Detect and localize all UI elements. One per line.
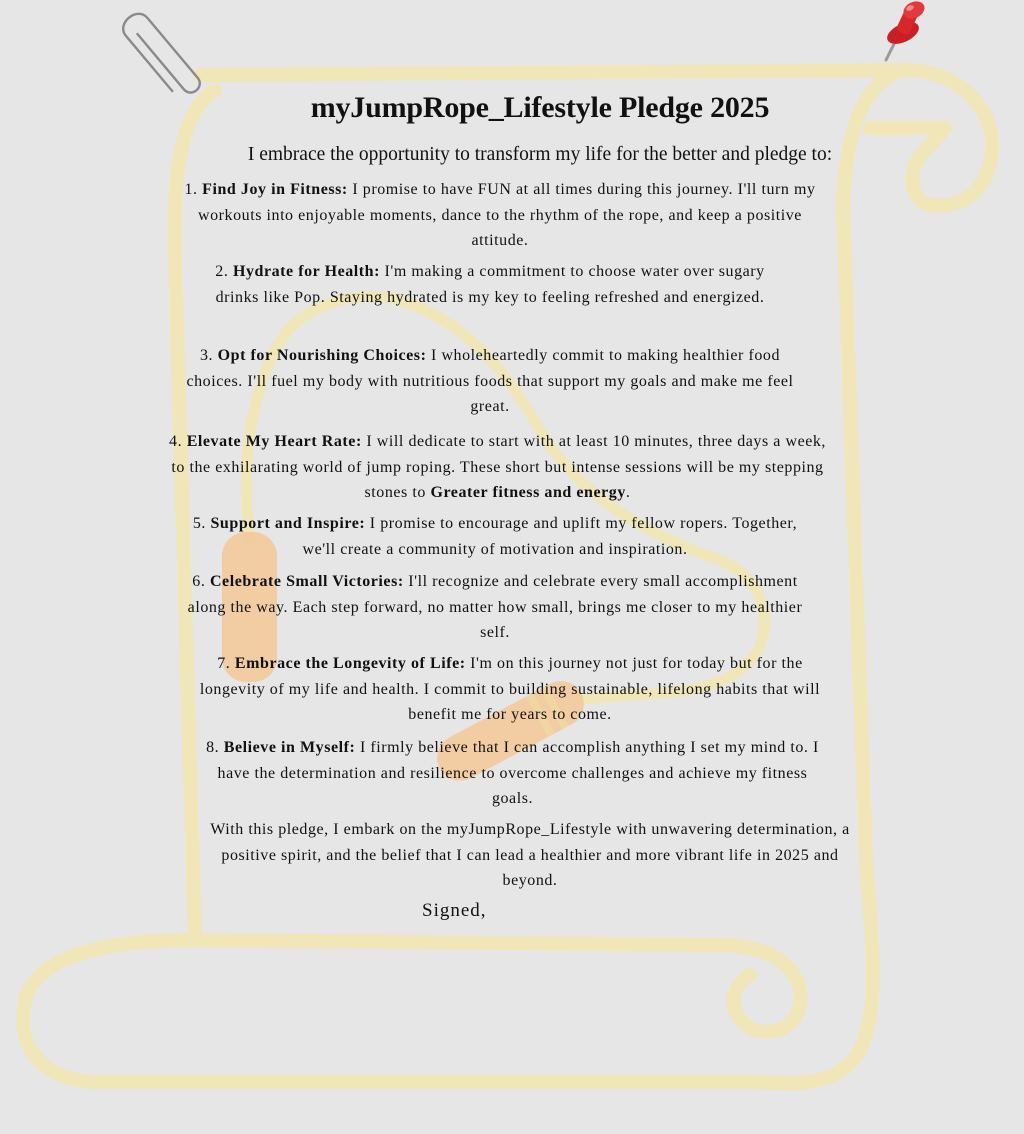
pledge-item-5: 5. Support and Inspire: I promise to encourage and uplift my fellow ropers. Together, we'll create a community of motivation and inspiration. [192, 515, 798, 558]
pledge-heading: Elevate My Heart Rate: [186, 433, 362, 450]
pledge-text: I promise to encourage and uplift my fellow ropers. Together, we'll create a community of motivation and inspiration. [302, 515, 798, 558]
pledge-item-4: 4. Elevate My Heart Rate: I will dedicate to start with at least 10 minutes, three days a week, to the exhilarating world of jump roping. These short but intense sessions will be my stepping stones to Greater fitness and energy. [169, 433, 826, 501]
pledge-item-2: 2. Hydrate for Health: I'm making a commitment to choose water over sugary drinks like Pop. Staying hydrated is my key to feeling refreshed and energized. [215, 263, 765, 306]
pledge-heading: Embrace the Longevity of Life: [234, 655, 466, 672]
pledge-text: I'm on this journey not just for today but for the longevity of my life and health. I commit to building sustainable, lifelong habits that will benefit me for years to come. [199, 655, 821, 723]
push-pin-icon [884, 0, 928, 60]
pledge-intro: I embrace the opportunity to transform my life for the better and pledge to: [247, 144, 833, 165]
pledge-item-6: 6. Celebrate Small Victories: I'll recognize and celebrate every small accomplishment along the way. Each step forward, no matter how small, brings me closer to my healthier self. [187, 573, 803, 641]
pledge-heading: Celebrate Small Victories: [209, 573, 404, 590]
pledge-heading: Support and Inspire: [210, 515, 366, 532]
pledge-heading: Find Joy in Fitness: [202, 181, 348, 198]
pledge-emphasis: Greater fitness and energy [430, 484, 626, 501]
pledge-item-8: 8. Believe in Myself: I firmly believe that I can accomplish anything I set my mind to. I have the determination and resilience to overcome challenges and achieve my fitness goals. [206, 739, 819, 807]
pledge-heading: Hydrate for Health: [232, 263, 380, 280]
pledge-item-7: 7. Embrace the Longevity of Life: I'm on this journey not just for today but for the longevity of my life and health. I commit to building sustainable, lifelong habits that will benefit me for years to come. [199, 655, 821, 723]
signature-label: Signed, [422, 900, 487, 921]
pledge-text: I'll recognize and celebrate every small accomplishment along the way. Each step forward, no matter how small, brings me closer to my healthier self. [187, 573, 803, 641]
pledge-item-1: 1. Find Joy in Fitness: I promise to have FUN at all times during this journey. I'll turn my workouts into enjoyable moments, dance to the rhythm of the rope, and keep a positive attitude. [184, 181, 816, 249]
pledge-item-3: 3. Opt for Nourishing Choices: I wholeheartedly commit to making healthier food choices. I'll fuel my body with nutritious foods that support my goals and make me feel great. [186, 347, 794, 415]
pledge-heading: Believe in Myself: [223, 739, 356, 756]
pledge-heading: Opt for Nourishing Choices: [217, 347, 427, 364]
pledge-text: I promise to have FUN at all times during this journey. I'll turn my workouts into enjoyable moments, dance to the rhythm of the rope, and keep a positive attitude. [198, 181, 816, 249]
pledge-text: I wholeheartedly commit to making healthier food choices. I'll fuel my body with nutritious foods that support my goals and make me feel great. [186, 347, 794, 415]
pledge-closing: With this pledge, I embark on the myJumpRope_Lifestyle with unwavering determination, a positive spirit, and the belief that I can lead a healthier and more vibrant life in 2025 and beyond. [210, 821, 850, 889]
pledge-text: I firmly believe that I can accomplish anything I set my mind to. I have the determination and resilience to overcome challenges and achieve my fitness goals. [217, 739, 819, 807]
pledge-text: I will dedicate to start with at least 10 minutes, three days a week, to the exhilarating world of jump roping. These short but intense sessions will be my stepping stones to [171, 433, 826, 501]
page-title: myJumpRope_Lifestyle Pledge 2025 [310, 91, 770, 124]
pledge-text: I'm making a commitment to choose water over sugary drinks like Pop. Staying hydrated is my key to feeling refreshed and energized. [215, 263, 765, 306]
pledge-document [160, 0, 860, 1134]
